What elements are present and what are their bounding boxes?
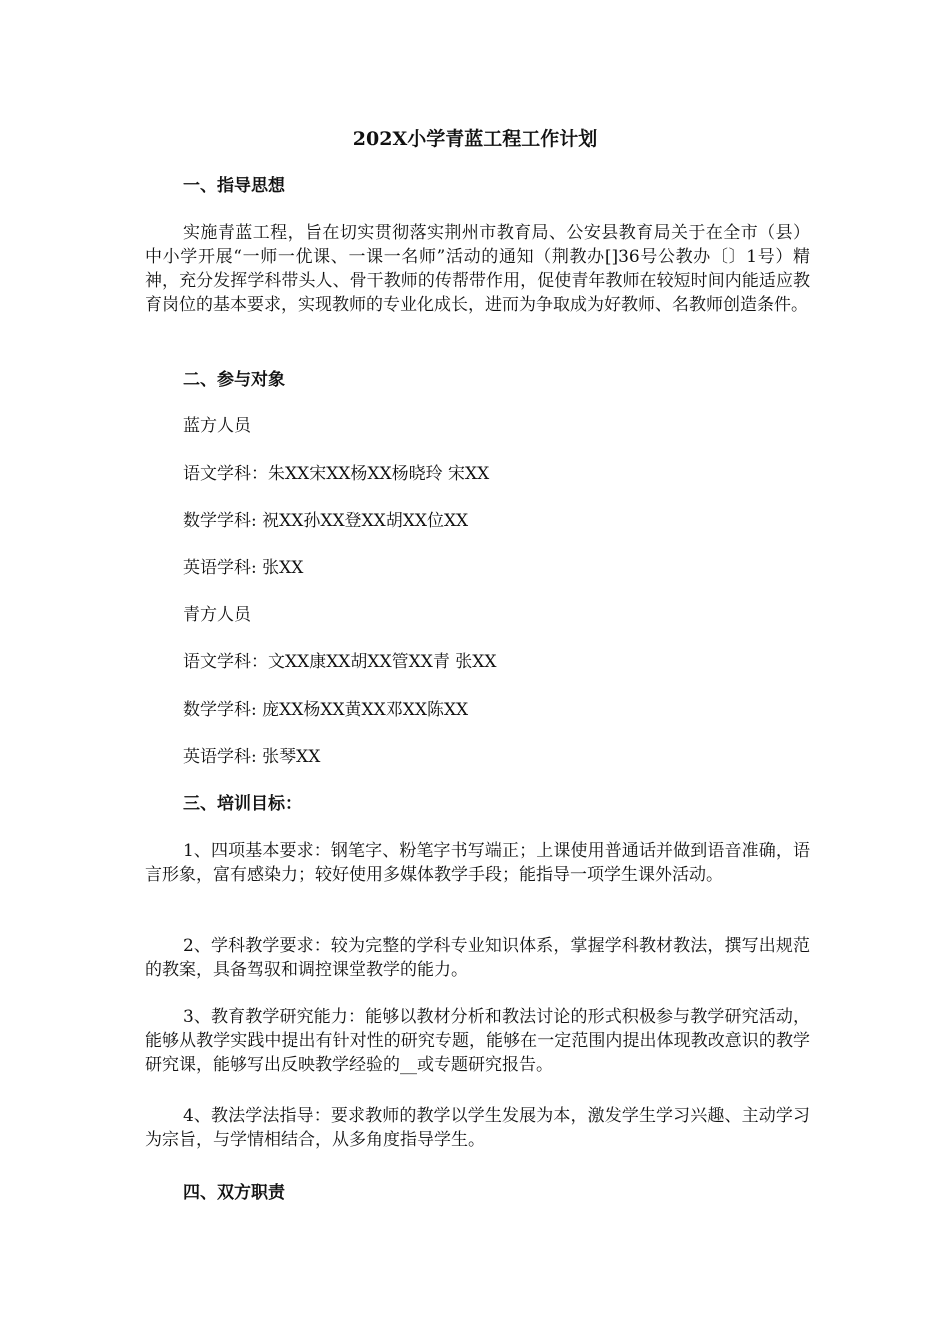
section-heading-training-goals: 三、培训目标： (183, 794, 302, 814)
section-heading-guiding-ideology: 一、指导思想 (183, 176, 285, 196)
green-english-members: 英语学科: 张琴XX (183, 747, 321, 767)
section-heading-responsibilities: 四、双方职责 (183, 1183, 285, 1203)
training-goal-item-2: 2、学科教学要求：较为完整的学科专业知识体系，掌握学科教材教法，撰写出规范的教案，具备驾驭和调控课堂教学的能力。 (145, 936, 810, 980)
blue-side-label: 蓝方人员 (183, 416, 251, 436)
blue-chinese-members: 语文学科：朱XX宋XX杨XX杨晓玲 宋XX (183, 464, 490, 484)
training-goal-item-3: 3、教育教学研究能力：能够以教材分析和教法讨论的形式积极参与教学研究活动，能够从教学实践中提出有针对性的研究专题，能够在一定范围内提出体现教改意识的教学研究课，能够写出反映教学经验的__或专题研究报告。 (145, 1007, 810, 1075)
document-title: 202X小学青蓝工程工作计划 (352, 128, 598, 150)
guiding-ideology-paragraph: 实施青蓝工程，旨在切实贯彻落实荆州市教育局、公安县教育局关于在全市（县）中小学开展“一师一优课、一课一名师”活动的通知（荆教办[]36号公教办〔〕1号）精神，充分发挥学科带头人、骨干教师的传帮带作用，促使青年教师在较短时间内能适应教育岗位的基本要求，实现教师的专业化成长，进而为争取成为好教师、名教师创造条件。 (145, 223, 810, 315)
section-heading-participants: 二、参与对象 (183, 370, 285, 390)
green-math-members: 数学学科: 庞XX杨XX黄XX邓XX陈XX (183, 700, 469, 720)
green-chinese-members: 语文学科：文XX康XX胡XX管XX青 张XX (183, 652, 497, 672)
training-goal-item-1: 1、四项基本要求：钢笔字、粉笔字书写端正；上课使用普通话并做到语音准确，语言形象，富有感染力；较好使用多媒体教学手段；能指导一项学生课外活动。 (145, 841, 810, 885)
green-side-label: 青方人员 (183, 605, 251, 625)
blue-math-members: 数学学科: 祝XX孙XX登XX胡XX位XX (183, 511, 469, 531)
blue-english-members: 英语学科: 张XX (183, 558, 304, 578)
training-goal-item-4: 4、教法学法指导：要求教师的教学以学生发展为本，激发学生学习兴趣、主动学习为宗旨，与学情相结合，从多角度指导学生。 (145, 1106, 810, 1150)
